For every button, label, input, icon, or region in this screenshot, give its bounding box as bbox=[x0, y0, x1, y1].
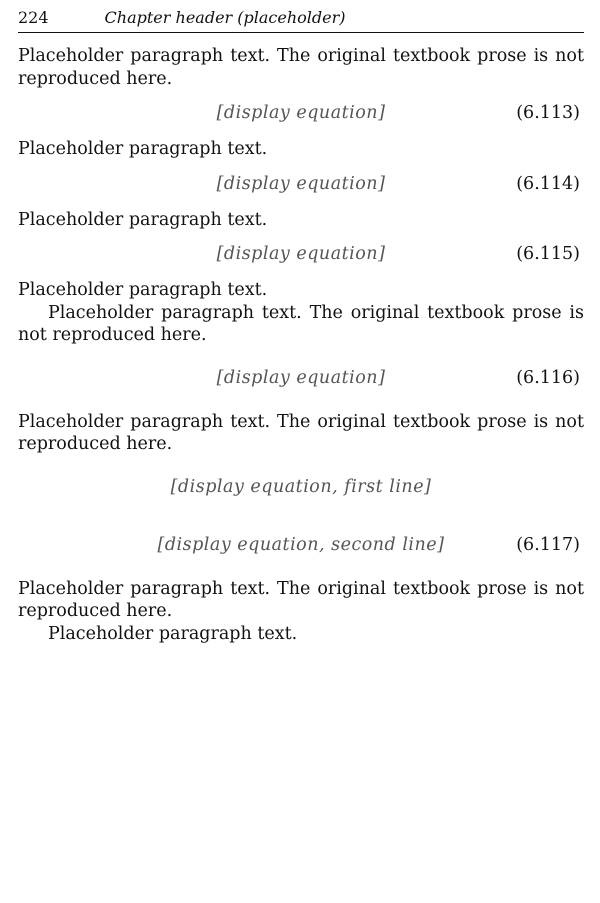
page-number: 224 bbox=[18, 8, 49, 27]
display-equation bbox=[18, 237, 584, 271]
equation-number: (6.117) bbox=[516, 534, 580, 555]
paragraph: Placeholder paragraph text. bbox=[18, 209, 268, 230]
display-equation bbox=[18, 353, 584, 403]
paragraph: Placeholder paragraph text. bbox=[18, 280, 268, 300]
equation-number: (6.116) bbox=[516, 367, 580, 388]
equation-body: [display equation, first line] bbox=[170, 476, 432, 497]
display-equation bbox=[18, 96, 584, 130]
equation-number: (6.113) bbox=[516, 103, 580, 123]
paragraph: Placeholder paragraph text. The original textbook prose is not reproduced here. bbox=[18, 578, 584, 621]
equation-body: [display equation, second line] bbox=[157, 534, 445, 555]
page-header bbox=[18, 8, 584, 33]
equation-body: [display equation] bbox=[216, 244, 386, 264]
equation-body: [display equation] bbox=[216, 173, 386, 194]
paragraph: Placeholder paragraph text. bbox=[18, 139, 268, 159]
equation-body: [display equation] bbox=[216, 103, 386, 123]
running-title: Chapter header (placeholder) bbox=[104, 8, 346, 27]
paragraph: Placeholder paragraph text. The original textbook prose is not reproduced here. bbox=[18, 46, 584, 89]
equation-body: [display equation] bbox=[216, 367, 386, 388]
paragraph: Placeholder paragraph text. bbox=[48, 623, 298, 644]
paragraph: Placeholder paragraph text. The original textbook prose is not reproduced here. bbox=[18, 302, 584, 345]
display-equation bbox=[18, 520, 584, 570]
paragraph: Placeholder paragraph text. The original textbook prose is not reproduced here. bbox=[18, 411, 584, 454]
display-equation bbox=[18, 167, 584, 201]
equation-number: (6.115) bbox=[516, 244, 580, 264]
equation-number: (6.114) bbox=[516, 173, 580, 194]
display-equation bbox=[18, 462, 584, 512]
page-content bbox=[18, 45, 584, 645]
